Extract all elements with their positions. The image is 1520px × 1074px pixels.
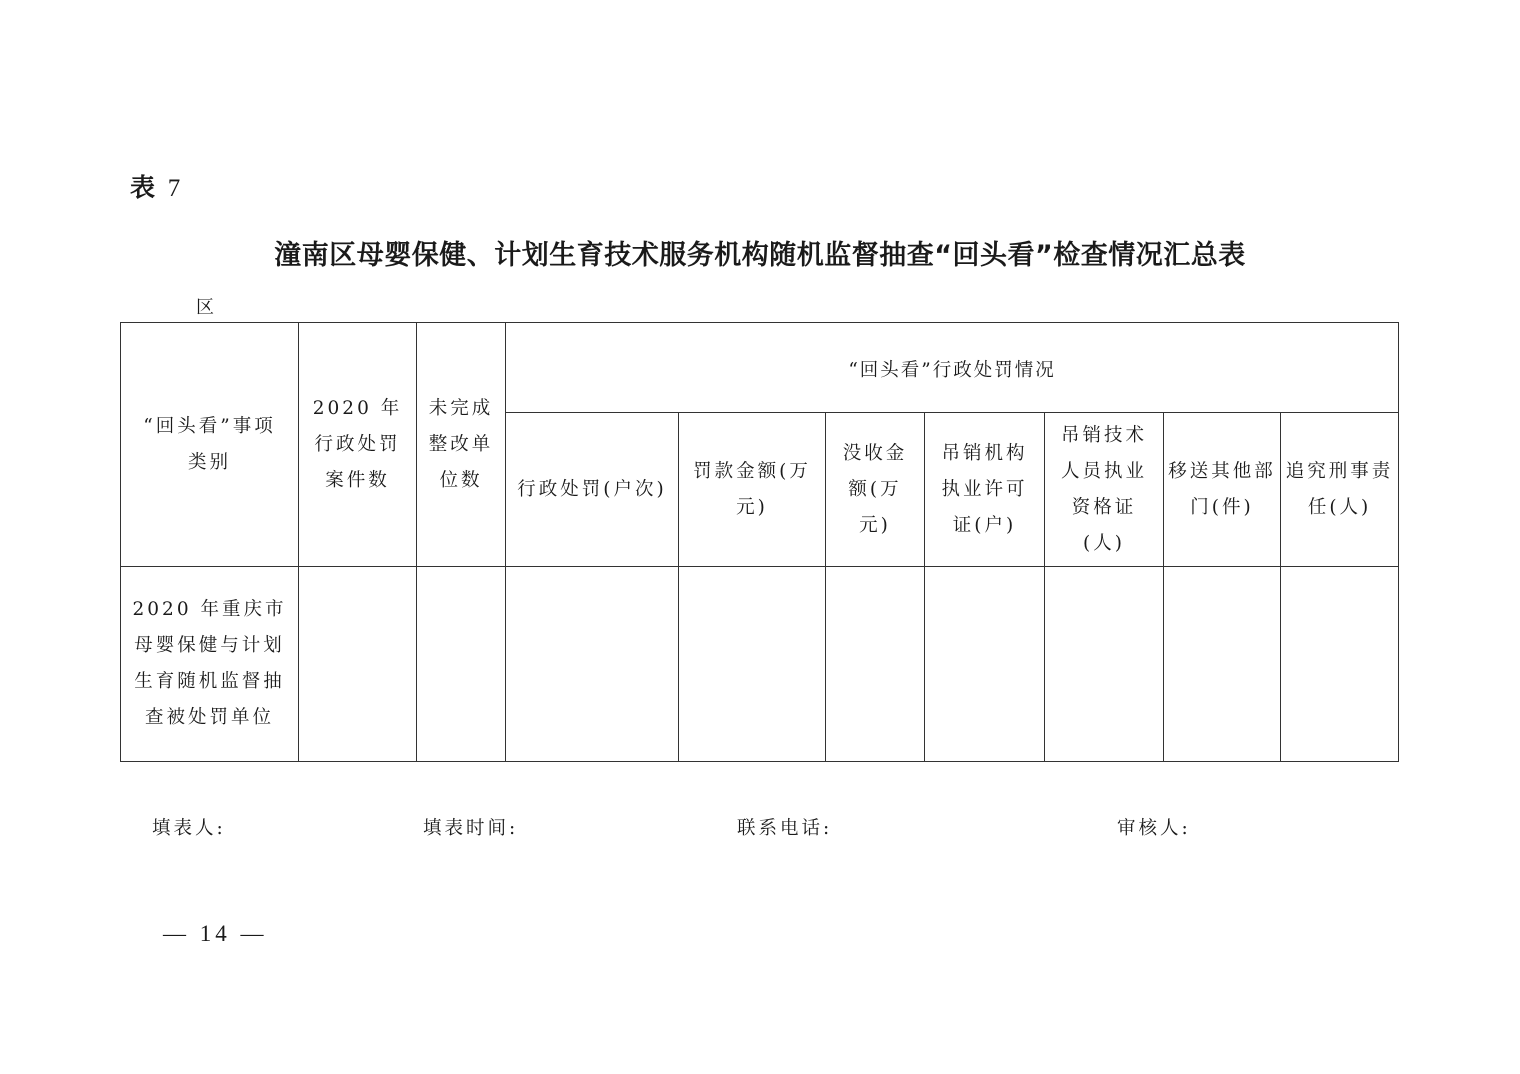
header-fine-amount: 罚款金额(万元) <box>679 413 826 567</box>
table-cell <box>1281 567 1399 762</box>
header-transfer: 移送其他部门(件) <box>1164 413 1281 567</box>
header-row-1 <box>121 323 1399 413</box>
table-cell <box>1164 567 1281 762</box>
table-row <box>121 567 1399 762</box>
header-cases-2020: 2020 年行政处罚案件数 <box>299 323 417 567</box>
header-confiscation: 没收金额(万元) <box>826 413 925 567</box>
table-cell <box>679 567 826 762</box>
table-label-prefix: 表 <box>130 173 158 202</box>
district-label: 区 <box>196 297 214 318</box>
summary-table <box>120 322 1399 762</box>
header-criminal: 追究刑事责任(人) <box>1281 413 1399 567</box>
footer-phone: 联系电话: <box>737 818 833 839</box>
header-revoke-institution: 吊销机构执业许可证(户) <box>925 413 1045 567</box>
table-number-label <box>130 168 182 204</box>
footer-filler: 填表人: <box>152 818 226 839</box>
footer-reviewer: 审核人: <box>1117 818 1191 839</box>
header-revoke-staff: 吊销技术人员执业资格证(人) <box>1045 413 1164 567</box>
table-cell <box>925 567 1045 762</box>
table-cell <box>506 567 679 762</box>
row-category: 2020 年重庆市母婴保健与计划生育随机监督抽查被处罚单位 <box>121 567 299 762</box>
page-number: — 14 — <box>163 921 268 946</box>
footer-fill-time: 填表时间: <box>423 818 519 839</box>
table-cell <box>417 567 506 762</box>
table-cell <box>826 567 925 762</box>
table-label-number: 7 <box>167 175 183 202</box>
header-unrectified: 未完成整改单位数 <box>417 323 506 567</box>
table-cell <box>299 567 417 762</box>
document-title: 潼南区母婴保健、计划生育技术服务机构随机监督抽查“回头看”检查情况汇总表 <box>274 240 1246 271</box>
table-cell <box>1045 567 1164 762</box>
header-admin-penalty: 行政处罚(户次) <box>506 413 679 567</box>
header-category: “回头看”事项类别 <box>121 323 299 567</box>
header-penalty-group: “回头看”行政处罚情况 <box>506 323 1399 413</box>
